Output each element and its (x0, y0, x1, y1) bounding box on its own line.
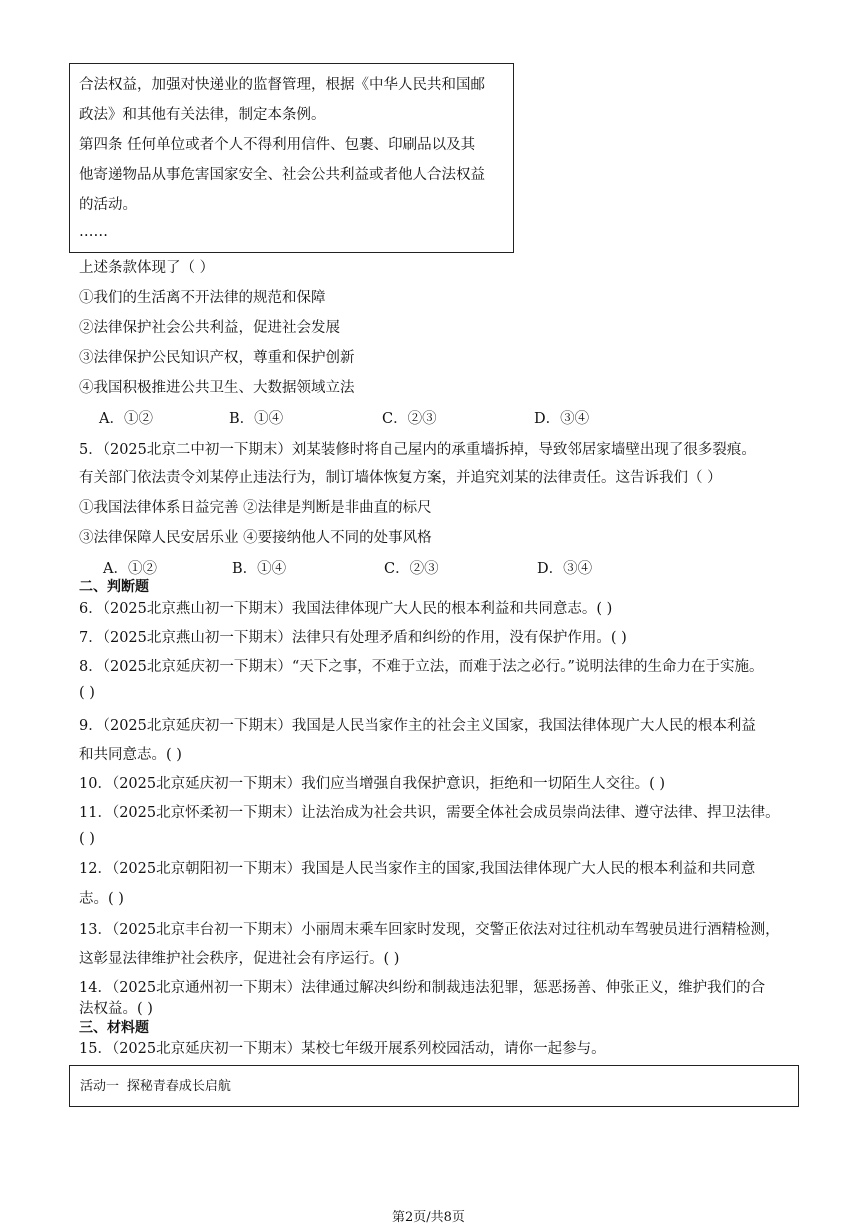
q4-option-d[interactable]: D．③④ (534, 411, 590, 427)
q4-option-a[interactable]: A．①② (99, 411, 153, 427)
judgment-line: 11．（2025北京怀柔初一下期末）让法治成为社会共识，需要全体社会成员崇尚法律、遵守法律、捍卫法律。 (79, 805, 780, 821)
judgment-line: 和共同意志。( ) (79, 747, 182, 763)
q5-statement: ③法律保障人民安居乐业 ④要接纳他人不同的处事风格 (79, 530, 432, 546)
q4-statement: ②法律保护社会公共利益，促进社会发展 (79, 320, 340, 336)
q15-stem: 15．（2025北京延庆初一下期末）某校七年级开展系列校园活动，请你一起参与。 (79, 1041, 606, 1057)
judgment-line: 7．（2025北京燕山初一下期末）法律只有处理矛盾和纠纷的作用，没有保护作用。( ) (79, 630, 627, 646)
q5-option-c[interactable]: C．②③ (384, 561, 439, 577)
activity-label: 活动一 探秘青春成长启航 (80, 1079, 231, 1094)
q5-option-b[interactable]: B．①④ (232, 561, 287, 577)
q5-option-a[interactable]: A．①② (103, 561, 157, 577)
q4-stem: 上述条款体现了（ ） (79, 260, 215, 276)
q5-option-d[interactable]: D．③④ (537, 561, 593, 577)
quote-line: 政法》和其他有关法律，制定本条例。 (79, 107, 326, 123)
quote-line: 合法权益，加强对快递业的监督管理，根据《中华人民共和国邮 (79, 77, 485, 93)
judgment-line: 13．（2025北京丰台初一下期末）小丽周末乘车回家时发现，交警正依法对过往机动车驾驶员进行酒精检测， (79, 922, 780, 938)
q4-option-b[interactable]: B．①④ (229, 411, 284, 427)
judgment-line: 12．（2025北京朝阳初一下期末）我国是人民当家作主的国家,我国法律体现广大人民的根本利益和共同意 (79, 861, 756, 877)
q4-statement: ③法律保护公民知识产权，尊重和保护创新 (79, 350, 355, 366)
judgment-line: 法权益。( ) (79, 1001, 153, 1017)
quote-line: 第四条 任何单位或者个人不得利用信件、包裹、印刷品以及其 (79, 137, 476, 153)
judgment-line: 9．（2025北京延庆初一下期末）我国是人民当家作主的社会主义国家，我国法律体现广大人民的根本利益 (79, 718, 756, 734)
judgment-line: ( ) (79, 831, 95, 847)
q4-statement: ④我国积极推进公共卫生、大数据领域立法 (79, 380, 355, 396)
q5-statement: ①我国法律体系日益完善 ②法律是判断是非曲直的标尺 (79, 500, 432, 516)
judgment-line: ( ) (79, 685, 95, 701)
q5-stem: 5．（2025北京二中初一下期末）刘某装修时将自己屋内的承重墙拆掉，导致邻居家墙壁出现了很多裂痕。 (79, 442, 756, 458)
page-number: 第2页/共8页 (392, 1210, 465, 1225)
judgment-line: 10．（2025北京延庆初一下期末）我们应当增强自我保护意识，拒绝和一切陌生人交往。( ) (79, 776, 666, 792)
quote-line: 他寄递物品从事危害国家安全、社会公共利益或者他人合法权益 (79, 167, 485, 183)
q4-statement: ①我们的生活离不开法律的规范和保障 (79, 290, 326, 306)
judgment-line: 这彰显法律维护社会秩序，促进社会有序运行。( ) (79, 951, 400, 967)
q4-option-c[interactable]: C．②③ (382, 411, 437, 427)
judgment-line: 6．（2025北京燕山初一下期末）我国法律体现广大人民的根本利益和共同意志。( ) (79, 601, 613, 617)
judgment-line: 志。( ) (79, 891, 124, 907)
section-title: 三、材料题 (79, 1020, 149, 1036)
judgment-line: 8．（2025北京延庆初一下期末）“天下之事，不难于立法，而难于法之必行。”说明法律的生命力在于实施。 (79, 659, 764, 675)
quote-line: …… (79, 224, 108, 240)
q5-stem: 有关部门依法责令刘某停止违法行为，制订墙体恢复方案，并追究刘某的法律责任。这告诉我们（ ） (79, 470, 722, 486)
judgment-line: 14．（2025北京通州初一下期末）法律通过解决纠纷和制裁违法犯罪，惩恶扬善、伸张正义，维护我们的合 (79, 980, 766, 996)
section-title: 二、判断题 (79, 579, 149, 595)
quote-line: 的活动。 (79, 197, 137, 213)
